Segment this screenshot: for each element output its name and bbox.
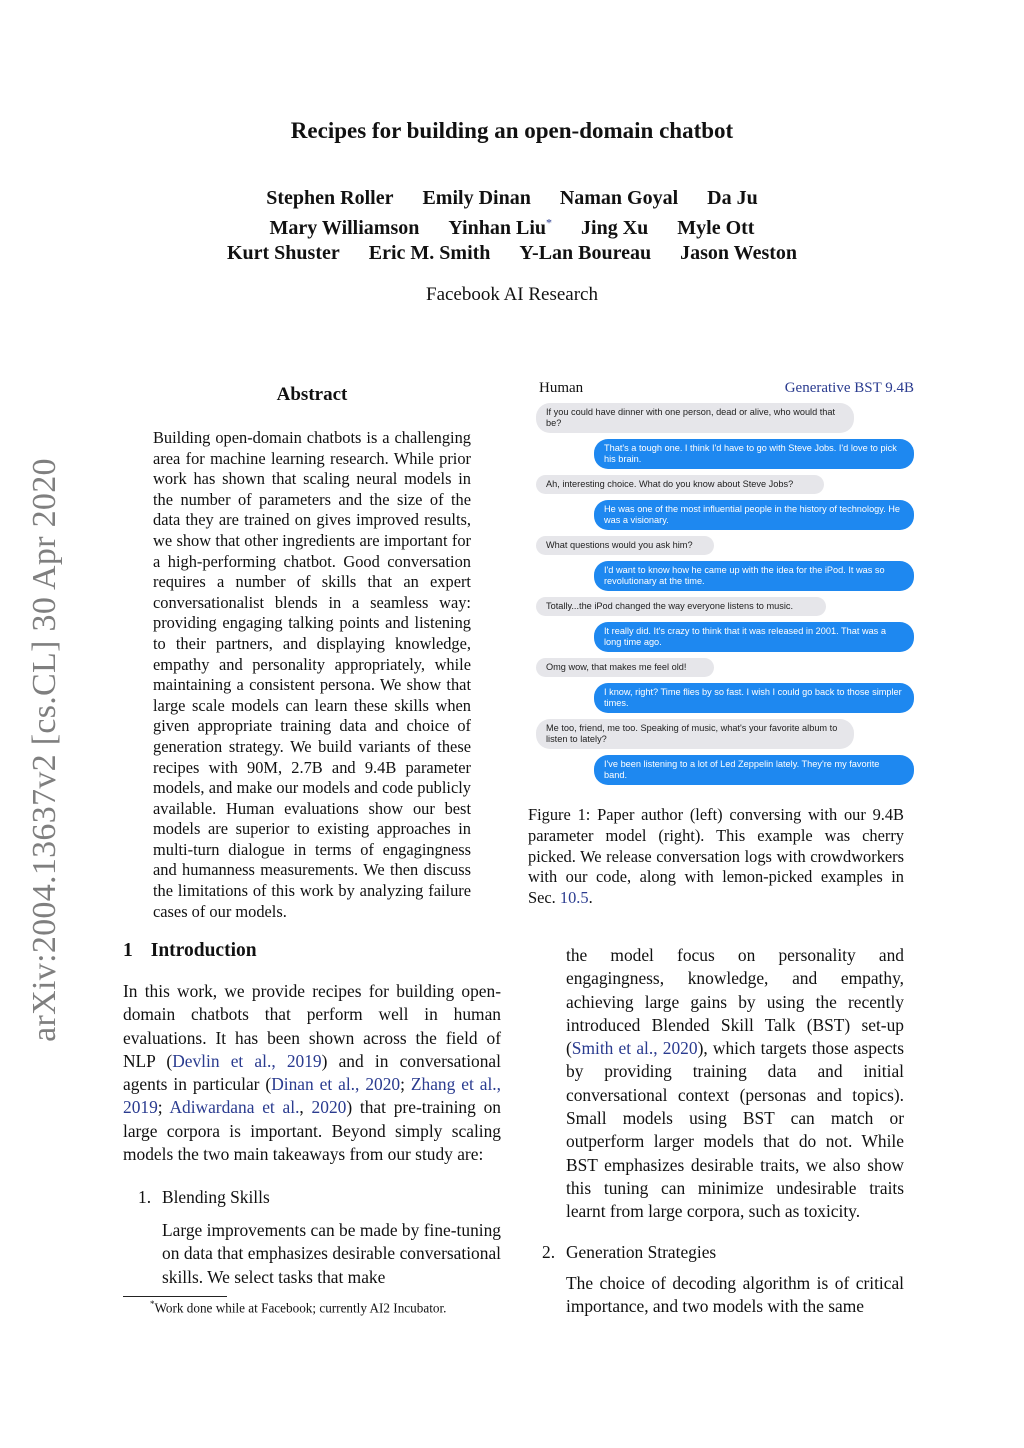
intro-paragraph [123, 980, 501, 1166]
abstract-heading: Abstract [276, 384, 348, 405]
section-number: 1 [123, 940, 133, 961]
human-label: Human [539, 380, 584, 396]
author-name: Myle Ott [677, 217, 755, 240]
intro-text: ) and in conversational agents in particular ( [123, 1050, 501, 1095]
arxiv-id: arXiv:2004.13637v2 [cs.CL] 30 Apr 2020 [26, 458, 63, 1042]
author-line-3 [0, 241, 1024, 266]
citation-separator: ; [400, 1074, 411, 1095]
chat-header [539, 380, 914, 397]
figure-caption [528, 805, 904, 909]
chat-bubble-bot: It really did. It's crazy to think that it was released in 2001. That was a long time ago. [594, 622, 914, 652]
footnote-text: Work done while at Facebook; currently AI2 Incubator. [154, 1300, 447, 1316]
chat-bubble-human: What questions would you ask him? [536, 536, 714, 555]
caption-end: . [588, 888, 593, 908]
caption-text: Figure 1: Paper author (left) conversing with our 9.4B parameter model (right). This example was cherry picked. We release conversation logs with crowdworkers with our code, along with lemon-picked examples in Sec. [528, 805, 904, 908]
author-name: Emily Dinan [422, 187, 531, 209]
chat-bubble-human: Me too, friend, me too. Speaking of music, what's your favorite album to listen to lately? [536, 719, 854, 749]
list-number: 1. [138, 1187, 152, 1207]
list-item-text: Large improvements can be made by fine-tuning on data that emphasizes desirable conversational skills. We select tasks that make [162, 1220, 501, 1287]
author-name: Kurt Shuster [226, 241, 340, 264]
list-item-text: The choice of decoding algorithm is of critical importance, and two models with the same [566, 1273, 904, 1317]
citation-separator: , [299, 1097, 312, 1118]
author-name: Eric M. Smith [368, 241, 491, 264]
chat-bubble-bot: He was one of the most influential people in the history of technology. He was a visionary. [594, 500, 914, 530]
chat-bubble-bot: I'd want to know how he came up with the idea for the iPod. It was so revolutionary at the time. [594, 561, 914, 591]
author-name: Da Ju [707, 187, 758, 209]
chat-bubble-human: Ah, interesting choice. What do you know about Steve Jobs? [536, 475, 824, 494]
abstract-text: Building open-domain chatbots is a challenging area for machine learning research. While prior work has shown that scaling neural models in the number of parameters and the size of the data they are trained on gives improved results, we show that other ingredients are important for a high-performing chatbot. Good conversation requires a number of skills that an expert conversationalist blends in a seamless way: providing engaging talking points and listening to their partners, and displaying knowledge, empathy and personality appropriately, while maintaining a consistent persona. We show that large scale models can learn these skills when given appropriate training data and choice of generation strategy. We build variants of these recipes with 90M, 2.7B and 9.4B parameter models, and make our models and code publicly available. Human evaluations show our best models are superior to existing approaches in multi-turn dialogue in terms of engagingness and humanness measurements. We then discuss the limitations of this work by analyzing failure cases of our models. [153, 428, 471, 921]
citation-link[interactable]: Adiwardana et al. [169, 1097, 300, 1118]
author-name: Naman Goyal [559, 187, 679, 209]
section-heading [123, 940, 257, 962]
author-block [0, 186, 1024, 265]
intro-text: ) that pre-training on large corpora is important. Beyond simply scaling models the two main takeaways from our study are: [123, 1097, 501, 1165]
chat-bubble-bot: I've been listening to a lot of Led Zeppelin lately. They're my favorite band. [594, 755, 914, 785]
author-name: Stephen Roller [266, 187, 394, 209]
paper-title: Recipes for building an open-domain chatbot [290, 118, 734, 143]
section-title: Introduction [150, 940, 257, 961]
chat-bubble-bot: I know, right? Time flies by so fast. I wish I could go back to those simpler times. [594, 683, 914, 713]
section-ref-link[interactable]: 10.5 [559, 888, 589, 908]
affiliation: Facebook AI Research [426, 284, 598, 305]
chat-bubble-bot: That's a tough one. I think I'd have to go with Steve Jobs. I'd love to pick his brain. [594, 439, 914, 469]
footnote-divider [123, 1296, 227, 1297]
chat-bubble-human: Omg wow, that makes me feel old! [536, 658, 714, 677]
chat-bubble-human: Totally...the iPod changed the way everyone listens to music. [536, 597, 826, 616]
author-name: Jing Xu [581, 217, 649, 240]
citation-link[interactable]: 2020 [311, 1097, 347, 1118]
author-line-2 [0, 211, 1024, 241]
author-name: Y-Lan Boureau [519, 241, 652, 264]
body-text: the model focus on personality and engagingness, knowledge, and empathy, achieving large gains by using the recently introduced Blended Skill Talk (BST) set-up ( [566, 945, 904, 1059]
footnote-mark: * [150, 1299, 155, 1309]
citation-link[interactable]: Dinan et al., 2020 [271, 1074, 401, 1095]
chat-figure [536, 380, 914, 780]
intro-text: In this work, we provide recipes for building open-domain chatbots that perform well in human evaluations. It has been shown across the field of NLP ( [123, 981, 501, 1071]
footnote-marker[interactable]: * [546, 215, 553, 230]
citation-link[interactable]: Devlin et al., 2019 [172, 1050, 322, 1071]
bot-label: Generative BST 9.4B [784, 380, 914, 396]
citation-separator: ; [157, 1097, 170, 1118]
body-text: ), which targets those aspects by providing training data and initial conversational context (personas and topics). Small models using BST can match or outperform larger models that do not. While BST emphasizes desirable traits, we also show this tuning can minimize undesirable traits learnt from large corpora, such as toxicity. [566, 1038, 904, 1222]
citation-link[interactable]: Zhang et al., 2019 [123, 1074, 501, 1118]
author-with-footnote [448, 217, 552, 239]
chat-bubble-human: If you could have dinner with one person, dead or alive, who would that be? [536, 403, 854, 433]
list-title: Generation Strategies [566, 1242, 717, 1262]
arxiv-stamp [16, 450, 74, 1050]
list-item-heading [138, 1187, 270, 1208]
footnote [150, 1299, 446, 1316]
list-title: Blending Skills [162, 1187, 270, 1207]
list-item-heading [542, 1242, 716, 1263]
author-name: Yinhan Liu [448, 217, 547, 240]
author-name: Mary Williamson [269, 217, 420, 240]
author-line-1 [0, 186, 1024, 211]
author-name: Jason Weston [680, 241, 798, 264]
citation-link[interactable]: Smith et al., 2020 [571, 1038, 698, 1059]
list-number: 2. [542, 1242, 556, 1262]
right-column-text [566, 944, 904, 1224]
